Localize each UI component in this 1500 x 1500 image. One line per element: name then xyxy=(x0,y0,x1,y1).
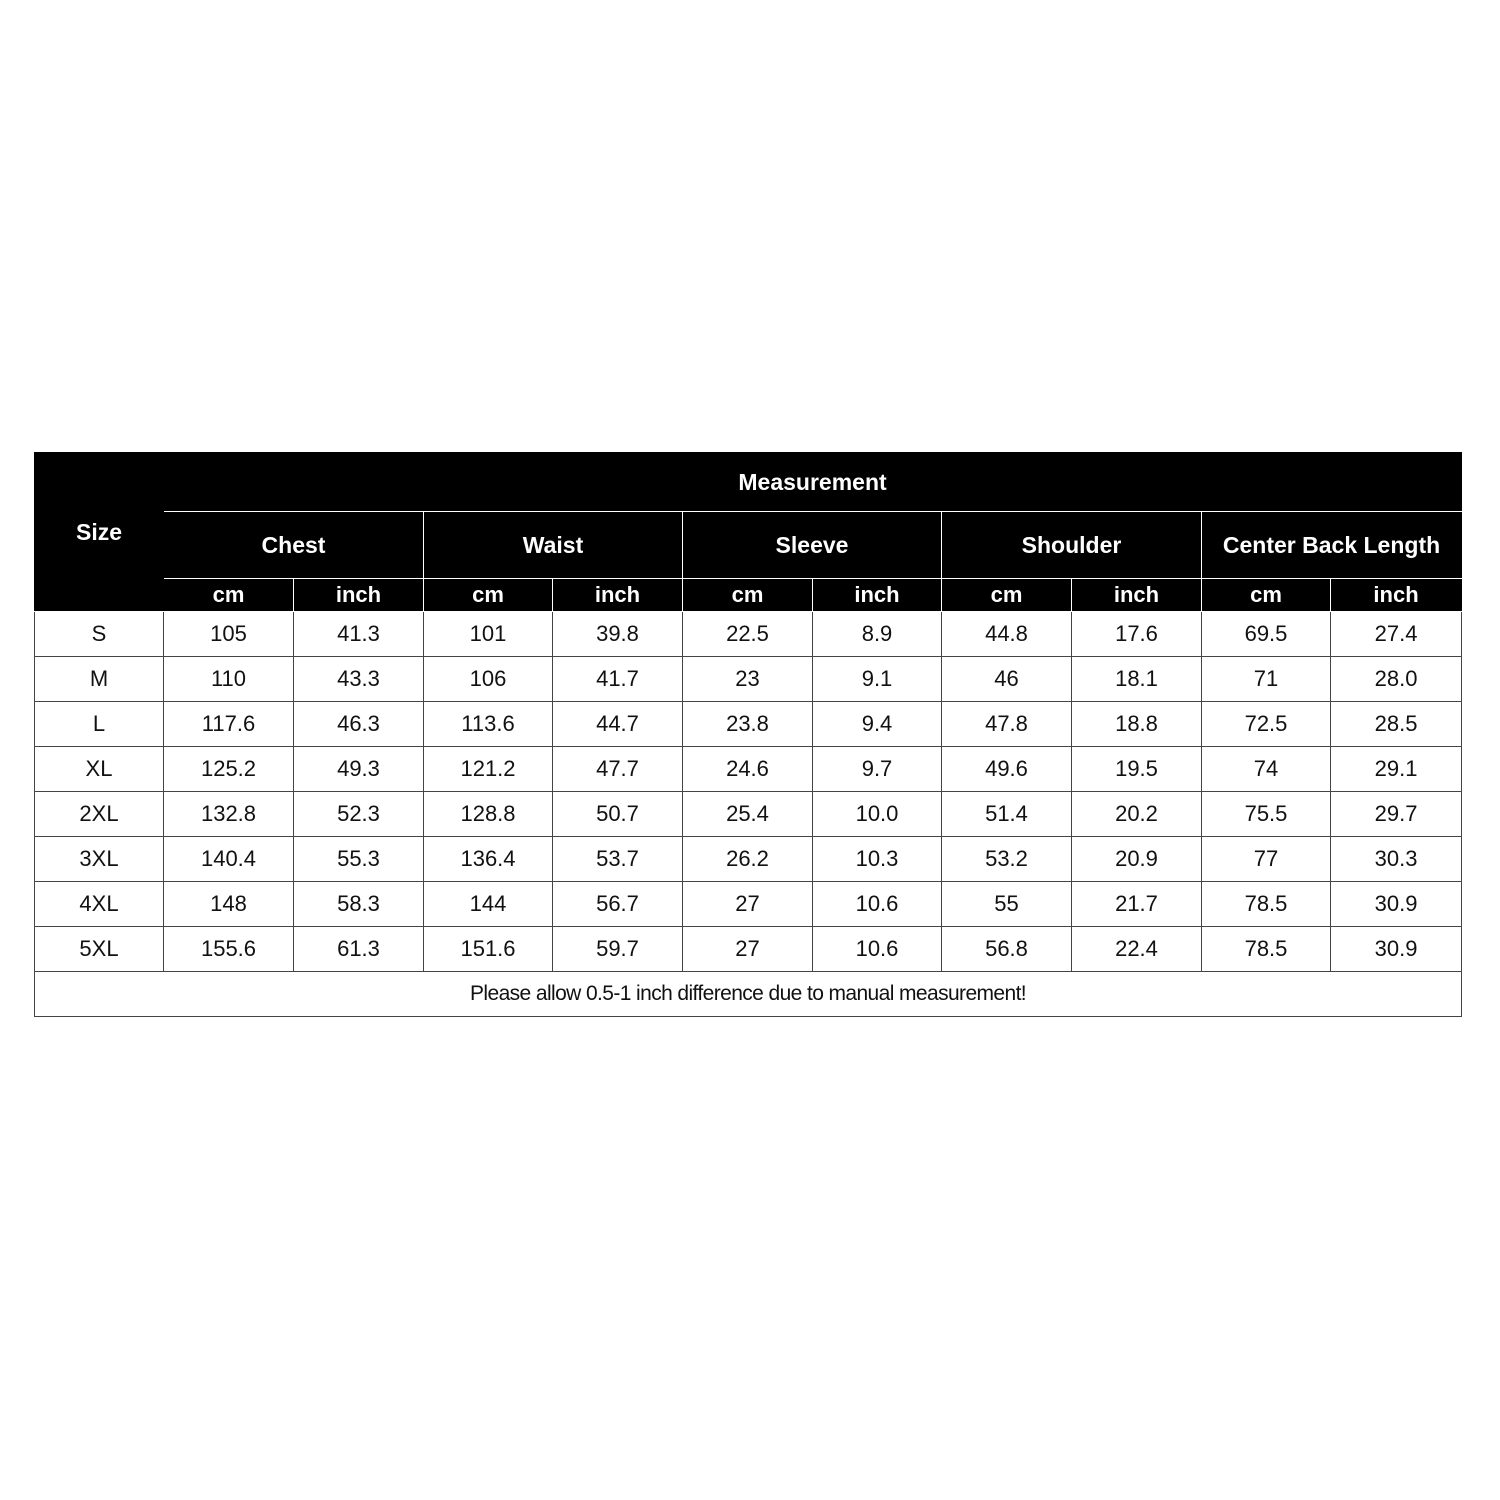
shoulder-header: Shoulder xyxy=(942,512,1202,579)
shoulder-inch-cell: 18.8 xyxy=(1072,702,1202,747)
center-back-length-cm-unit: cm xyxy=(1202,579,1331,612)
center-back-length-cm-cell: 78.5 xyxy=(1202,927,1331,972)
shoulder-inch-cell: 19.5 xyxy=(1072,747,1202,792)
waist-cm-unit: cm xyxy=(424,579,553,612)
waist-cm-cell: 128.8 xyxy=(424,792,553,837)
chest-inch-cell: 46.3 xyxy=(294,702,424,747)
waist-inch-cell: 41.7 xyxy=(553,657,683,702)
waist-inch-cell: 50.7 xyxy=(553,792,683,837)
table-row xyxy=(35,927,1462,972)
size-cell: 3XL xyxy=(35,837,164,882)
chest-header: Chest xyxy=(164,512,424,579)
center-back-length-inch-cell: 30.9 xyxy=(1331,882,1462,927)
sleeve-cm-cell: 23.8 xyxy=(683,702,813,747)
waist-header: Waist xyxy=(424,512,683,579)
shoulder-cm-cell: 53.2 xyxy=(942,837,1072,882)
shoulder-inch-cell: 20.2 xyxy=(1072,792,1202,837)
waist-inch-cell: 59.7 xyxy=(553,927,683,972)
table-row xyxy=(35,882,1462,927)
center-back-length-inch-cell: 28.0 xyxy=(1331,657,1462,702)
size-cell: M xyxy=(35,657,164,702)
sleeve-inch-unit: inch xyxy=(813,579,942,612)
chest-inch-cell: 61.3 xyxy=(294,927,424,972)
footer-row xyxy=(35,972,1462,1017)
waist-cm-cell: 121.2 xyxy=(424,747,553,792)
waist-inch-cell: 53.7 xyxy=(553,837,683,882)
size-cell: S xyxy=(35,612,164,657)
center-back-length-cm-cell: 74 xyxy=(1202,747,1331,792)
center-back-length-header: Center Back Length xyxy=(1202,512,1462,579)
center-back-length-inch-cell: 29.1 xyxy=(1331,747,1462,792)
waist-inch-unit: inch xyxy=(553,579,683,612)
chest-cm-cell: 117.6 xyxy=(164,702,294,747)
shoulder-cm-cell: 56.8 xyxy=(942,927,1072,972)
table-row xyxy=(35,702,1462,747)
waist-cm-cell: 144 xyxy=(424,882,553,927)
size-cell: 2XL xyxy=(35,792,164,837)
sleeve-inch-cell: 9.7 xyxy=(813,747,942,792)
chest-cm-cell: 110 xyxy=(164,657,294,702)
chest-cm-cell: 155.6 xyxy=(164,927,294,972)
sleeve-cm-unit: cm xyxy=(683,579,813,612)
measurement-header: Measurement xyxy=(164,453,1462,512)
center-back-length-cm-cell: 69.5 xyxy=(1202,612,1331,657)
size-cell: XL xyxy=(35,747,164,792)
chest-cm-cell: 148 xyxy=(164,882,294,927)
size-column-header: Size xyxy=(35,453,164,612)
chest-inch-cell: 43.3 xyxy=(294,657,424,702)
center-back-length-inch-cell: 30.9 xyxy=(1331,927,1462,972)
table-row xyxy=(35,612,1462,657)
sleeve-cm-cell: 22.5 xyxy=(683,612,813,657)
chest-inch-cell: 58.3 xyxy=(294,882,424,927)
sleeve-cm-cell: 25.4 xyxy=(683,792,813,837)
shoulder-cm-cell: 51.4 xyxy=(942,792,1072,837)
center-back-length-inch-cell: 28.5 xyxy=(1331,702,1462,747)
shoulder-inch-cell: 17.6 xyxy=(1072,612,1202,657)
sleeve-inch-cell: 10.6 xyxy=(813,882,942,927)
chest-cm-cell: 132.8 xyxy=(164,792,294,837)
chest-cm-cell: 125.2 xyxy=(164,747,294,792)
center-back-length-cm-cell: 72.5 xyxy=(1202,702,1331,747)
center-back-length-cm-cell: 77 xyxy=(1202,837,1331,882)
center-back-length-inch-cell: 29.7 xyxy=(1331,792,1462,837)
shoulder-inch-cell: 20.9 xyxy=(1072,837,1202,882)
shoulder-inch-cell: 18.1 xyxy=(1072,657,1202,702)
chest-cm-unit: cm xyxy=(164,579,294,612)
table-row xyxy=(35,837,1462,882)
waist-inch-cell: 47.7 xyxy=(553,747,683,792)
chest-inch-unit: inch xyxy=(294,579,424,612)
size-cell: 5XL xyxy=(35,927,164,972)
waist-cm-cell: 151.6 xyxy=(424,927,553,972)
sleeve-cm-cell: 23 xyxy=(683,657,813,702)
sleeve-cm-cell: 26.2 xyxy=(683,837,813,882)
center-back-length-inch-unit: inch xyxy=(1331,579,1462,612)
table-header xyxy=(35,453,1462,612)
sleeve-inch-cell: 10.6 xyxy=(813,927,942,972)
table-body xyxy=(35,612,1462,972)
size-cell: L xyxy=(35,702,164,747)
center-back-length-cm-cell: 78.5 xyxy=(1202,882,1331,927)
table-row xyxy=(35,747,1462,792)
sleeve-inch-cell: 8.9 xyxy=(813,612,942,657)
waist-inch-cell: 39.8 xyxy=(553,612,683,657)
waist-cm-cell: 113.6 xyxy=(424,702,553,747)
center-back-length-inch-cell: 30.3 xyxy=(1331,837,1462,882)
sleeve-cm-cell: 27 xyxy=(683,927,813,972)
shoulder-inch-cell: 22.4 xyxy=(1072,927,1202,972)
sleeve-cm-cell: 27 xyxy=(683,882,813,927)
shoulder-cm-unit: cm xyxy=(942,579,1072,612)
sleeve-inch-cell: 9.4 xyxy=(813,702,942,747)
shoulder-cm-cell: 47.8 xyxy=(942,702,1072,747)
waist-inch-cell: 44.7 xyxy=(553,702,683,747)
sleeve-inch-cell: 9.1 xyxy=(813,657,942,702)
shoulder-inch-unit: inch xyxy=(1072,579,1202,612)
footer-note: Please allow 0.5-1 inch difference due to manual measurement! xyxy=(35,972,1462,1017)
shoulder-cm-cell: 44.8 xyxy=(942,612,1072,657)
size-cell: 4XL xyxy=(35,882,164,927)
waist-cm-cell: 136.4 xyxy=(424,837,553,882)
sleeve-cm-cell: 24.6 xyxy=(683,747,813,792)
waist-cm-cell: 106 xyxy=(424,657,553,702)
chest-cm-cell: 105 xyxy=(164,612,294,657)
shoulder-cm-cell: 55 xyxy=(942,882,1072,927)
center-back-length-inch-cell: 27.4 xyxy=(1331,612,1462,657)
size-chart-table xyxy=(34,452,1462,1017)
waist-inch-cell: 56.7 xyxy=(553,882,683,927)
waist-cm-cell: 101 xyxy=(424,612,553,657)
table-row xyxy=(35,657,1462,702)
chest-inch-cell: 52.3 xyxy=(294,792,424,837)
table-row xyxy=(35,792,1462,837)
chest-inch-cell: 41.3 xyxy=(294,612,424,657)
sleeve-inch-cell: 10.3 xyxy=(813,837,942,882)
chest-cm-cell: 140.4 xyxy=(164,837,294,882)
shoulder-cm-cell: 46 xyxy=(942,657,1072,702)
sleeve-inch-cell: 10.0 xyxy=(813,792,942,837)
chest-inch-cell: 49.3 xyxy=(294,747,424,792)
shoulder-cm-cell: 49.6 xyxy=(942,747,1072,792)
shoulder-inch-cell: 21.7 xyxy=(1072,882,1202,927)
center-back-length-cm-cell: 71 xyxy=(1202,657,1331,702)
center-back-length-cm-cell: 75.5 xyxy=(1202,792,1331,837)
chest-inch-cell: 55.3 xyxy=(294,837,424,882)
sleeve-header: Sleeve xyxy=(683,512,942,579)
